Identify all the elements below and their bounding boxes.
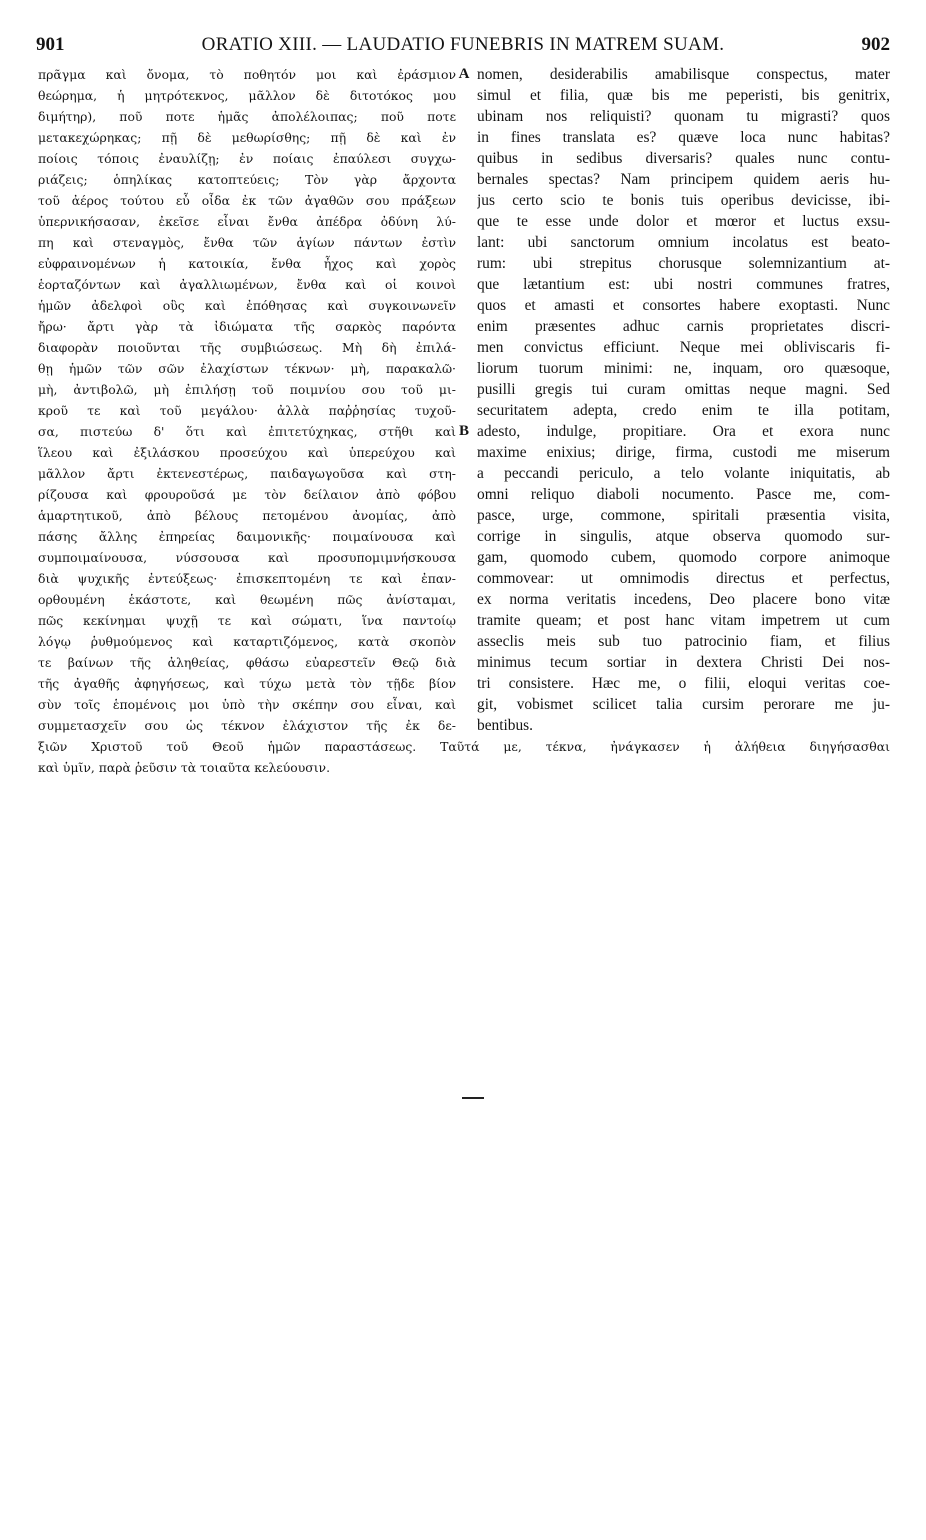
- latin-line: que lætantium est: ubi nostri communes fratres,: [477, 276, 890, 293]
- section-marker-a: A: [458, 66, 470, 82]
- greek-line: ποίοις τόποις ἐναυλίζῃ; ἐν ποίαις ἐπαύλεσι συγχω-: [38, 151, 456, 166]
- latin-line: adesto, indulge, propitiare. Ora et exora nunc: [477, 423, 890, 440]
- latin-line: quibus in sedibus diversaris? quales nunc contu-: [477, 150, 890, 167]
- end-of-section-dash: [462, 1097, 484, 1099]
- running-title: ORATIO XIII. — LAUDATIO FUNEBRIS IN MATREM SUAM.: [201, 34, 725, 55]
- greek-line: ριάζεις; ὁπηλίκας κατοπτεύεις; Τὸν γὰρ ἄρχοντα: [38, 172, 456, 187]
- greek-line: κροῦ τε καὶ τοῦ μεγάλου· ἀλλὰ παῤῥησίας τυχοῦ-: [38, 403, 456, 418]
- greek-line: πρᾶγμα καὶ ὄνομα, τὸ ποθητόν μοι καὶ ἐράσμιον: [38, 67, 456, 82]
- latin-line: simul et filia, quæ bis me peperisti, bis genitrix,: [477, 87, 890, 104]
- greek-line: τῆς ἀγαθῆς ἀφηγήσεως, καὶ τύχω μετὰ τὸν τῇδε βίον: [38, 676, 456, 691]
- latin-line: pusilli gregis tui curam omittas neque magni. Sed: [477, 381, 890, 398]
- greek-line: μετακεχώρηκας; πῇ δὲ μεθωρίσθης; πῇ δὲ καὶ ἐν: [38, 130, 456, 145]
- greek-line: πῶς κεκίνημαι ψυχῇ τε καὶ σώματι, ἵνα παντοίῳ: [38, 613, 456, 628]
- latin-line: lant: ubi sanctorum omnium incolatus est beato-: [477, 234, 890, 251]
- greek-line-last: καὶ ὑμῖν, παρὰ ῥεῦσιν τὰ τοιαῦτα κελεύουσιν.: [38, 760, 331, 775]
- latin-line: que te esse unde dolor et mœror et luctus exsu-: [477, 213, 890, 230]
- latin-line: bernales spectas? Nam principem quidem aeris hu-: [477, 171, 890, 188]
- latin-line: minimus tecum sortiar in dextera Christi Dei nos-: [477, 654, 890, 671]
- latin-line: corrige in singulis, atque observa quomodo sur-: [477, 528, 890, 545]
- page-number-left: 901: [36, 34, 65, 55]
- greek-line: ὑπερνικήσασαν, ἐκεῖσε εἶναι ἔνθα ἀπέδρα ὀδύνη λύ-: [38, 214, 456, 229]
- latin-line: gam, quomodo cubem, quomodo corpore animoque: [477, 549, 890, 566]
- greek-line: συμμετασχεῖν σου ὡς τέκνον ἐλάχιστον τῆς ἐκ δε-: [38, 718, 456, 733]
- latin-line: a peccandi periculo, a telo volante iniquitatis, ab: [477, 465, 890, 482]
- latin-line: ubinam nos reliquisti? quonam tu migrasti? quos: [477, 108, 890, 125]
- greek-line: ἵλεου καὶ ἐξιλάσκου προσεύχου καὶ ὑπερεύχου καὶ: [38, 445, 456, 460]
- greek-line: σὺν τοῖς ἑπομένοις μοι ὑπὸ τὴν σκέπην σου εἶναι, καὶ: [38, 697, 456, 712]
- latin-line: omni reliquo diaboli nocumento. Pasce me, com-: [477, 486, 890, 503]
- greek-line: ἡμῶν ἀδελφοὶ οὓς καὶ ἐπόθησας καὶ συγκοινωνεῖν: [38, 298, 456, 313]
- greek-line: ἤρω· ἄρτι γὰρ τὰ ἰδιώματα τῆς σαρκὸς παρόντα: [38, 319, 456, 334]
- latin-line: tri consistere. Hæc me, o filii, eloqui veritas coe-: [477, 675, 890, 692]
- latin-line-last: bentibus.: [477, 717, 534, 734]
- greek-line: πη καὶ στεναγμὸς, ἔνθα τῶν ἁγίων πάντων ἐστὶν: [38, 235, 456, 250]
- greek-line: διαφορὰν ποιοῦνται τῆς συμβιώσεως. Μὴ δὴ ἐπιλά-: [38, 340, 456, 355]
- greek-line: θῃ ἡμῶν τῶν σῶν ἐλαχίστων τέκνων· μὴ, παρακαλῶ·: [38, 361, 456, 376]
- latin-line: jus certo scio te bonis tuis operibus devicisse, ibi-: [477, 192, 890, 209]
- latin-line: ex norma veritatis incedens, Deo placere bono vitæ: [477, 591, 890, 608]
- greek-line: ρίζουσα καὶ φρουροῦσά με τὸν δείλαιον ἀπὸ φόβου: [38, 487, 456, 502]
- latin-line: rum: ubi strepitus chorusque solemnizantium at-: [477, 255, 890, 272]
- greek-line: τοῦ ἀέρος τούτου εὖ οἶδα ἐκ τῶν ἀγαθῶν σου πράξεων: [38, 193, 456, 208]
- greek-line: ορθουμένη ἑκάστοτε, καὶ θεωμένη πῶς ἀνίσταμαι,: [38, 592, 456, 607]
- greek-line: διὰ ψυχικῆς ἐντεύξεως· ἐπισκεπτομένη τε καὶ ἐπαν-: [38, 571, 456, 586]
- latin-line: tramite queam; et post hanc vitam impetrem ut cum: [477, 612, 890, 629]
- greek-line: ἁμαρτητικοῦ, ἀπὸ βέλους πετομένου ἀνομίας, ἀπὸ: [38, 508, 456, 523]
- latin-line: securitatem adepta, credo enim te illa potitam,: [477, 402, 890, 419]
- greek-line: σα, πιστεύω δ' ὅτι καὶ ἐπιτετύχηκας, στῆθι καὶ: [38, 424, 456, 439]
- latin-line: liorum tuorum minimi: ne, inquam, oro quæsoque,: [477, 360, 890, 377]
- latin-line: asseclis meis sub tuo patrocinio fiam, et filius: [477, 633, 890, 650]
- latin-line: maxime enixius; dirige, firma, custodi me miserum: [477, 444, 890, 461]
- section-marker-b: B: [458, 423, 469, 439]
- greek-line: λόγῳ ῥυθμούμενος καὶ καταρτιζόμενος, κατὰ σκοπὸν: [38, 634, 456, 649]
- greek-line: εὐφραινομένων ἡ κατοικία, ἔνθα ἦχος καὶ χορὸς: [38, 256, 456, 271]
- page-number-right: 902: [861, 34, 890, 55]
- latin-line: nomen, desiderabilis amabilisque conspectus, mater: [477, 66, 890, 83]
- greek-line-full-width: ξιῶν Χριστοῦ τοῦ Θεοῦ ἡμῶν παραστάσεως. Ταῦτά με, τέκνα, ἠνάγκασεν ἡ ἀλήθεια διηγήσασθαι: [38, 739, 890, 754]
- latin-line: quos et amasti et consortes habere exoptasti. Nunc: [477, 297, 890, 314]
- latin-line: men convictus efficiunt. Neque mei obliviscaris fi-: [477, 339, 890, 356]
- greek-line: μᾶλλον ἄρτι ἐκτενεστέρως, παιδαγωγοῦσα καὶ στη-: [38, 466, 456, 481]
- running-header: [36, 34, 890, 58]
- latin-line: commovear: ut omnimodis directus et perfectus,: [477, 570, 890, 587]
- latin-line: in fines translata es? quæve loca nunc habitas?: [477, 129, 890, 146]
- greek-line: θεώρημα, ἡ μητρότεκνος, μᾶλλον δὲ διτοτόκος μου: [38, 88, 456, 103]
- latin-line: git, vobismet scilicet talia cursim perorare me ju-: [477, 696, 890, 713]
- greek-line: συμποιμαίνουσα, νύσσουσα καὶ προσυπομιμνήσκουσα: [38, 550, 456, 565]
- greek-line: τε βαίνων τῆς ἀληθείας, φθάσω εὐαρεστεῖν Θεῷ διὰ: [38, 655, 456, 670]
- latin-line: pasce, urge, commone, spiritali præsentia visita,: [477, 507, 890, 524]
- greek-line: μὴ, ἀντιβολῶ, μὴ ἐπιλήσῃ τοῦ ποιμνίου σου τοῦ μι-: [38, 382, 456, 397]
- greek-line: πάσης ἄλλης ἐπηρείας δαιμονικῆς· ποιμαίνουσα καὶ: [38, 529, 456, 544]
- latin-line: enim præsentes adhuc carnis proprietates discri-: [477, 318, 890, 335]
- greek-line: διμήτηρ), ποῦ ποτε ἡμᾶς ἀπολέλοιπας; ποῦ ποτε: [38, 109, 456, 124]
- greek-line: ἑορταζόντων καὶ ἀγαλλιωμένων, ἔνθα καὶ οἱ κοινοὶ: [38, 277, 456, 292]
